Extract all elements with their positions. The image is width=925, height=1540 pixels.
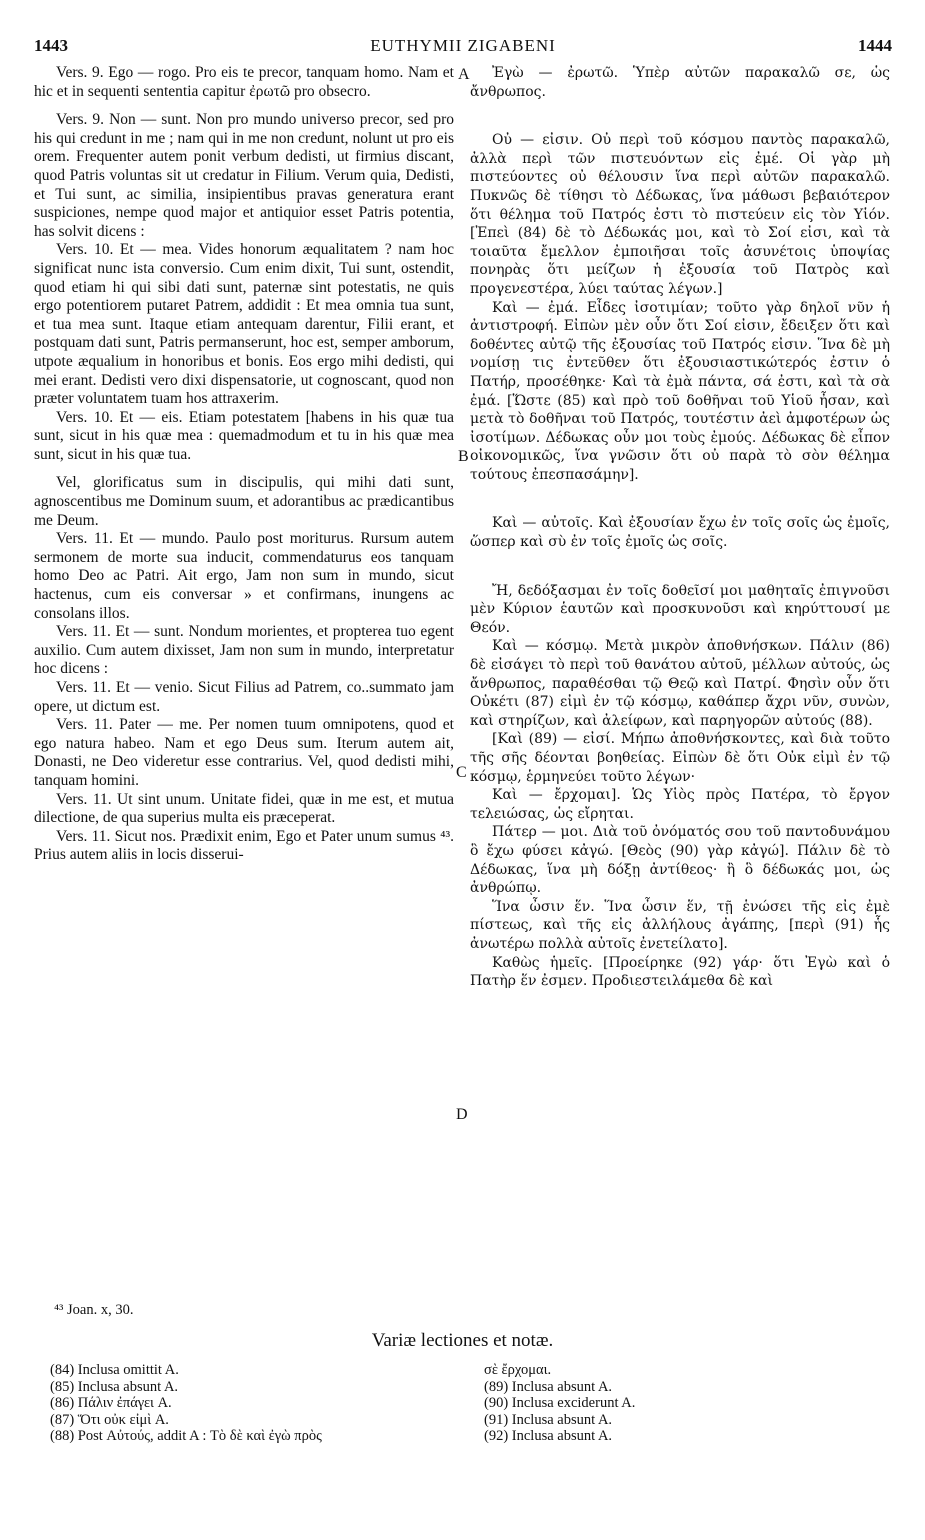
greek-paragraph: Πάτερ — μοι. Διὰ τοῦ ὀνόματός σου τοῦ παντοδυνάμου ὃ ἔχω φύσει κἀγώ. [Θεὸς (90) γὰρ κἀγώ]. Πάλιν δὲ τὸ Δέδωκας, ἵνα μὴ δόξῃ ἀντίθεος· ἢ ὃ δέδωκάς μοι, ὡς ἀνθρώπῳ. bbox=[470, 824, 890, 897]
greek-paragraph: Καὶ — κόσμῳ. Μετὰ μικρὸν ἀποθνήσκων. Πάλιν (86) δὲ εἰσάγει τὸ περὶ τοῦ θανάτου αὐτοῦ, μέλλων αὐτούς, ὡς ἄνθρωπος, παραθέσθαι τῷ Θεῷ καὶ Πατρί. Φησὶν οὖν ὅτι Οὐκέτι (87) εἰμὶ ἐν τῷ κόσμῳ, καθάπερ ἄχρι νῦν, συνὼν, καὶ στηρίζων, καὶ ἀλείφων, καὶ παρηγορῶν αὐτούς (88). bbox=[470, 638, 890, 729]
latin-paragraph: Vers. 11. Ut sint unum. Unitate fidei, quæ in me est, et mutua dilectione, de qua superius multa eis præceperat. bbox=[34, 790, 454, 827]
greek-paragraph: [Καὶ (89) — εἰσί. Μήπω ἀποθνήσκοντες, καὶ διὰ τοῦτο τῆς σῆς δέονται βοηθείας. Εἰπὼν δὲ ὅτι Οὐκ εἰμὶ ἐν τῷ κόσμῳ, ἑρμηνεύει τοῦτο λέγων· bbox=[470, 731, 890, 785]
note-item: (91) Inclusa absunt A. bbox=[484, 1411, 613, 1428]
margin-marker-a: A bbox=[458, 66, 470, 83]
greek-paragraph: Ἐγὼ — ἐρωτῶ. Ὑπὲρ αὐτῶν παρακαλῶ σε, ὡς ἄνθρωπος. bbox=[470, 65, 890, 100]
page-number-left: 1443 bbox=[34, 36, 68, 55]
greek-paragraph: Ἵνα ὦσιν ἕν. Ἵνα ὦσιν ἕν, τῇ ἑνώσει τῆς εἰς ἐμὲ πίστεως, καὶ τῆς εἰς ἀλλήλους ἀγάπης, [περὶ (91) ἧς ἀνωτέρω πολλὰ αὐτοῖς ἐνετείλατο]. bbox=[470, 898, 890, 952]
note-item: (88) Post Αὐτούς, addit A : Τὸ δὲ καὶ ἐγὼ πρὸς bbox=[50, 1428, 322, 1444]
latin-paragraph: Vers. 9. Non — sunt. Non pro mundo universo precor, sed pro his qui credunt in me ; nam qui in me non credunt, nolunt ut pro eis orem. Frequenter autem ponit verbum dedisti, ut firmius discant, quod Patris voluntas sit ut credatur in Filium. Verum quia, Dedisti, et Tui sunt, ac similia, insipientibus pravas generatura erant suspiciones, nempe quod major et antiquior esset Patris potentia, has solvit dicens : bbox=[34, 111, 454, 240]
page-number-right: 1444 bbox=[858, 36, 892, 55]
latin-paragraph: Vers. 11. Et — venio. Sicut Filius ad Patrem, co..summato jam opere, ut dictum est. bbox=[34, 679, 454, 715]
running-header bbox=[34, 36, 892, 58]
margin-marker-c: C bbox=[456, 764, 467, 781]
latin-column bbox=[34, 64, 454, 865]
greek-paragraph: Καὶ — ἐμά. Εἶδες ἰσοτιμίαν; τοῦτο γὰρ δηλοῖ νῦν ἡ ἀντιστροφή. Εἰπὼν μὲν οὖν ὅτι Σοί εἰσιν, ἔδειξεν ὅτι καὶ δοθέντες αὐτῷ τῆς ἐξουσίας τοῦ Πατρός εἰσιν. Ἵνα δὲ μὴ νομίσῃ τις ἐντεῦθεν ὅτι ἐξουσιαστικώτερός ἐστιν ὁ Πατήρ, προσέθηκε· Καὶ τὰ ἐμὰ πάντα, σά ἐστι, καὶ τὰ σὰ ἐμά. [Ὥστε (85) καὶ πρὸ τοῦ δοθῆναι τοῦ Υἱοῦ ἦσαν, καὶ μετὰ τὸ δοθῆναι τοῦ Πατρός, τουτέστιν ἀεὶ ἀμφοτέρων ὡς ἰσοτίμων. Δέδωκας οὖν μοι τοὺς ἐμούς. Δέδωκας δὲ εἶπον οἰκονομικῶς, ἵνα γνῶσιν ὅτι οὐ παρὰ τὸ σὸν θέλημα τούτους ἐπεσπασάμην]. bbox=[470, 299, 890, 483]
greek-paragraph: Καὶ — ἔρχομαι]. Ὡς Υἱὸς πρὸς Πατέρα, τὸ ἔργον τελειώσας, ὡς εἴρηται. bbox=[470, 787, 890, 822]
latin-paragraph: Vel, glorificatus sum in discipulis, qui mihi dati sunt, agnoscentibus me Dominum suum, et adorantibus ac prædicantibus me Deum. bbox=[34, 474, 454, 529]
latin-paragraph: Vers. 11. Et — mundo. Paulo post moriturus. Rursum autem sermonem de morte sua inducit, commendaturus eos tanquam homo Deo ac Patri. Ait ergo, Jam non sum in mundo, sicut hactenus, cum eis conversar » et confirmans, inungens ac consolans illos. bbox=[34, 530, 454, 622]
latin-paragraph: Vers. 9. Ego — rogo. Pro eis te precor, tanquam homo. Nam et hic et in sequenti sententia capitur ἐρωτῶ pro obsecro. bbox=[34, 64, 454, 100]
greek-paragraph: Καὶ — αὐτοῖς. Καὶ ἐξουσίαν ἔχω ἐν τοῖς σοῖς ὡς ἐμοῖς, ὥσπερ καὶ σὺ ἐν τοῖς ἐμοῖς ὡς σοῖς. bbox=[470, 515, 890, 551]
margin-marker-b: B bbox=[458, 448, 469, 465]
margin-marker-d: D bbox=[456, 1106, 468, 1123]
latin-paragraph: Vers. 11. Et — sunt. Nondum morientes, et propterea tuo egent auxilio. Cum autem dixisset, Jam non sum in mundo, interpretatur hoc dicens : bbox=[34, 623, 454, 678]
latin-paragraph: Vers. 10. Et — eis. Etiam potestatem [habens in his quæ tua sunt, sicut in his quæ mea : quemadmodum et tu in his quæ mea sunt, sicut in his quæ tua. bbox=[34, 408, 454, 463]
greek-paragraph: Οὐ — εἰσιν. Οὐ περὶ τοῦ κόσμου παντὸς παρακαλῶ, ἀλλὰ περὶ τῶν πιστευόντων εἰς ἐμέ. Οἱ γὰρ μὴ πιστεύοντες οὐ θέλουσιν ἵνα περὶ αὐτῶν παρακαλῶ. Πυκνῶς δὲ τίθησι τὸ Δέδωκας, ἵνα μάθωσι βεβαιότερον ὅτι θέλημα τοῦ Πατρός ἐστι τὸ πιστεύειν εἰς τὸν Υἱόν. [Ἐπεὶ (84) δὲ τὸ Δέδωκάς μοι, καὶ τὸ Σοί εἰσι, καὶ τὰ τοιαῦτα ἔμελλον ἐμποιῆσαι τοῖς ἀσυνέτοις ὑποψίας πονηρὰς ὅτι μείζων ἡ ἐξουσία τοῦ Πατρὸς καὶ προγενεστέρα, λύει ταύτας λέγων.] bbox=[470, 132, 890, 297]
notes-right bbox=[484, 1362, 894, 1445]
note-item: (84) Inclusa omittit A. bbox=[50, 1362, 179, 1378]
note-item: (90) Inclusa exciderunt A. bbox=[484, 1395, 636, 1411]
latin-paragraph: Vers. 11. Sicut nos. Prædixit enim, Ego et Pater unum sumus ⁴³. Prius autem aliis in locis disserui- bbox=[34, 827, 454, 864]
footnote: ⁴³ Joan. x, 30. bbox=[54, 1302, 134, 1318]
note-item: (92) Inclusa absunt A. bbox=[484, 1428, 613, 1444]
note-item: σὲ ἔρχομαι. bbox=[484, 1362, 552, 1378]
latin-paragraph: Vers. 11. Pater — me. Per nomen tuum omnipotens, quod et ego natura habeo. Nam et ego Deus sum. Iterum autem ait, Donasti, ne Deo videretur esse contrarius. Vel, quod dedisti mihi, tanquam homini. bbox=[34, 716, 454, 789]
latin-paragraph: Vers. 10. Et — mea. Vides honorum æqualitatem ? nam hoc significat nunc ista conversio. Cum enim dixit, Tui sunt, ostendit, quod etiam hi qui sibi dati sunt, paternæ sint potestatis, ne quis ergo potentiorem putaret Patrem, addidit : Et mea omnia tua sunt, et tua mea sunt. Itaque etiam antequam darentur, Filii erant, et postquam dati sunt, Patris permanserunt, hoc est, semper amborum, utpote æqualium in honoribus et bonis. Eos ergo mihi dedisti, qui mei erant. Dedisti vero dixi dispensatorie, ut cognoscant, quod non præter voluntatem tuam hos attraxerim. bbox=[34, 241, 454, 408]
note-item: (87) Ὅτι οὐκ εἰμὶ A. bbox=[50, 1411, 169, 1428]
note-item: (85) Inclusa absunt A. bbox=[50, 1378, 179, 1395]
notes-left bbox=[50, 1362, 470, 1445]
note-item: (89) Inclusa absunt A. bbox=[484, 1378, 613, 1395]
page-title: EUTHYMII ZIGABENI bbox=[370, 36, 556, 55]
note-item: (86) Πάλιν ἐπάγει A. bbox=[50, 1395, 172, 1411]
greek-paragraph: Ἤ, δεδόξασμαι ἐν τοῖς δοθεῖσί μοι μαθηταῖς ἐπιγνοῦσι μὲν Κύριον ἑαυτῶν καὶ προσκυνοῦσι καὶ κηρύττουσί με Θεόν. bbox=[470, 582, 890, 636]
notes-title: Variæ lectiones et notæ. bbox=[371, 1330, 554, 1351]
greek-column bbox=[470, 64, 890, 991]
greek-paragraph: Καθὼς ἡμεῖς. [Προείρηκε (92) γάρ· ὅτι Ἐγὼ καὶ ὁ Πατὴρ ἕν ἐσμεν. Προδιεστειλάμεθα δὲ καὶ bbox=[470, 954, 890, 990]
